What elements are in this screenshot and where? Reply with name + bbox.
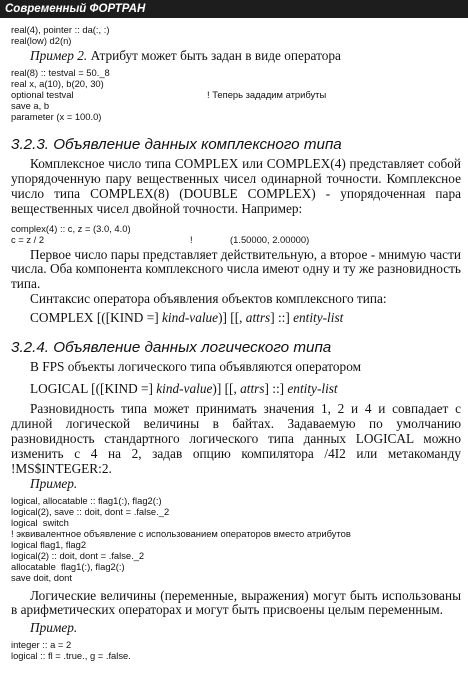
code-line: logical switch (11, 516, 69, 528)
page-content (11, 24, 461, 661)
syntax-line (11, 381, 461, 396)
code-line: logical(2), save :: doit, dont = .false._2 (11, 505, 170, 517)
syntax-param: kind-value (156, 381, 213, 397)
code-text: c = z / 2 (11, 233, 45, 245)
code-line: integer :: a = 2 (11, 639, 72, 651)
code-result: (1.50000, 2.00000) (230, 233, 310, 245)
code-line: parameter (x = 100.0) (11, 110, 102, 122)
paragraph: Логические величины (переменные, выражения) могут быть использованы в арифметических операторах и могут быть присвоены целым переменным. (11, 587, 461, 618)
code-line: real(8) :: testval = 50._8 (11, 66, 110, 78)
syntax-param: attrs (240, 381, 265, 397)
code-line: save a, b (11, 99, 50, 111)
syntax-param: kind-value (161, 310, 219, 326)
paragraph: Комплексное число типа COMPLEX или COMPLEX(4) представляет собой упорядоченную пару вещественных чисел одинарной точности. Комплексное число типа COMPLEX(8) (DOUBLE COMPLEX) - упорядоченная пара вещественных чисел двойной точности. Например: (11, 155, 461, 216)
syntax-param: entity-list (293, 310, 344, 326)
example-label: Пример. (30, 620, 78, 636)
code-line: logical flag1, flag2 (11, 538, 87, 550)
code-line: complex(4) :: c, z = (3.0, 4.0) (11, 222, 131, 234)
syntax-keyword: LOGICAL [([KIND =] (30, 381, 153, 397)
syntax-punct: ] ::] (270, 310, 290, 326)
syntax-punct: )] [[, (218, 310, 243, 326)
code-comment-mark: ! (190, 233, 193, 245)
code-line-with-comment (11, 89, 461, 100)
code-comment: ! Теперь зададим атрибуты (207, 88, 327, 100)
paragraph: Разновидность типа может принимать значения 1, 2 и 4 и совпадает с длиной логической величины в байтах. Задаваемую по умолчанию разновидность стандартного логического типа данных LOGICAL можно изменить с 4 на 2, задав опцию компилятора /4I2 или метакоманду !MS$INTEGER:2. (11, 401, 461, 476)
code-line: real(4), pointer :: da(:, :) (11, 24, 110, 35)
code-line: logical :: fl = .true., g = .false. (11, 650, 131, 662)
syntax-punct: ] ::] (264, 381, 285, 397)
code-comment-line: ! эквивалентное объявление с использованием операторов вместо атрибутов (11, 527, 351, 539)
paragraph: В FPS объекты логического типа объявляются оператором (30, 359, 362, 375)
paragraph: Синтаксис оператора объявления объектов комплексного типа: (30, 291, 387, 307)
example-label: Пример 2. (30, 48, 88, 63)
code-line: allocatable flag1(:), flag2(:) (11, 560, 125, 572)
section-heading: 3.2.4. Объявление данных логического типа (11, 339, 332, 357)
example-label: Пример. (30, 475, 78, 491)
running-header: Современный ФОРТРАН (0, 0, 468, 18)
code-line: logical, allocatable :: flag1(:), flag2(:) (11, 494, 162, 506)
syntax-punct: )] [[, (212, 381, 237, 397)
syntax-line (11, 310, 461, 325)
code-text: optional testval (11, 88, 74, 100)
code-line: logical(2) :: doit, dont = .false._2 (11, 549, 145, 561)
section-heading: 3.2.3. Объявление данных комплексного типа (11, 135, 342, 153)
syntax-keyword: COMPLEX [([KIND =] (30, 310, 159, 326)
code-line: real x, a(10), b(20, 30) (11, 77, 104, 89)
paragraph: Первое число пары представляет действительную, а второе - мнимую части числа. Оба компонента комплексного числа имеют одну и ту же разновидность типа. (11, 246, 461, 292)
code-line-with-comment (11, 234, 461, 245)
example-text: Атрибут может быть задан в виде оператора (90, 48, 341, 63)
syntax-param: entity-list (287, 381, 338, 397)
syntax-param: attrs (245, 310, 271, 326)
code-line: real(low) d2(n) (11, 35, 72, 46)
code-line: save doit, dont (11, 571, 72, 583)
example-2-paragraph (11, 49, 461, 64)
